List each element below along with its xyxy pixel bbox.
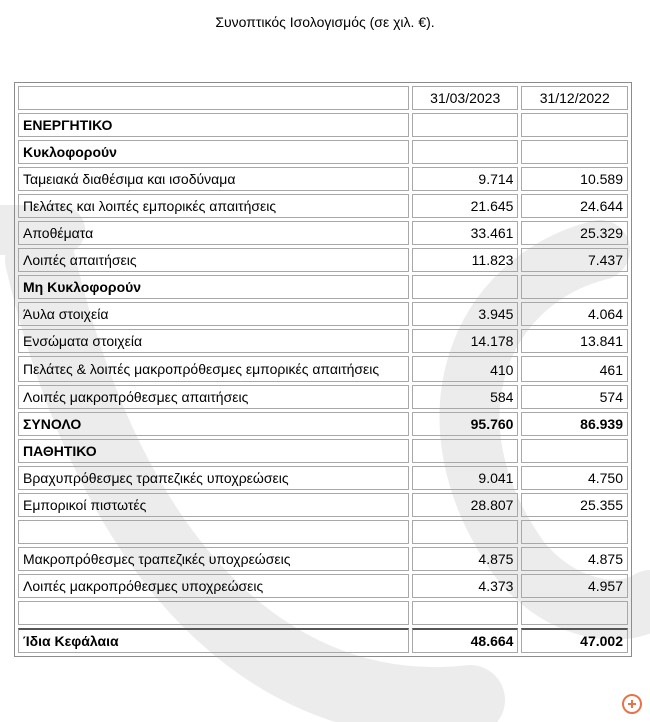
table-row bbox=[18, 194, 628, 218]
table-row bbox=[18, 601, 628, 625]
table-row bbox=[18, 329, 628, 353]
value-2022: 7.437 bbox=[521, 248, 628, 272]
row-label: Εμπορικοί πιστωτές bbox=[18, 493, 409, 517]
row-label bbox=[18, 520, 409, 544]
table-row bbox=[18, 356, 628, 382]
row-label: Λοιπές μακροπρόθεσμες υποχρεώσεις bbox=[18, 574, 409, 598]
value-2023 bbox=[412, 439, 519, 463]
zoom-icon[interactable] bbox=[622, 694, 642, 714]
table-row bbox=[18, 167, 628, 191]
row-label: Μη Κυκλοφορούν bbox=[18, 275, 409, 299]
value-2022 bbox=[521, 113, 628, 137]
table-row bbox=[18, 248, 628, 272]
value-2022 bbox=[521, 601, 628, 625]
table-row bbox=[18, 140, 628, 164]
value-2023 bbox=[412, 520, 519, 544]
value-2022 bbox=[521, 140, 628, 164]
value-2023: 4.875 bbox=[412, 547, 519, 571]
value-2023: 14.178 bbox=[412, 329, 519, 353]
value-2022: 25.355 bbox=[521, 493, 628, 517]
row-label: Κυκλοφορούν bbox=[18, 140, 409, 164]
header-date-2022: 31/12/2022 bbox=[521, 86, 628, 110]
value-2023 bbox=[412, 140, 519, 164]
table-row bbox=[18, 221, 628, 245]
value-2022: 25.329 bbox=[521, 221, 628, 245]
table-row bbox=[18, 302, 628, 326]
balance-sheet-table bbox=[14, 82, 632, 657]
value-2023: 28.807 bbox=[412, 493, 519, 517]
value-2023: 3.945 bbox=[412, 302, 519, 326]
value-2023: 584 bbox=[412, 385, 519, 409]
row-label: Ίδια Κεφάλαια bbox=[18, 628, 409, 653]
value-2022: 47.002 bbox=[521, 628, 628, 653]
row-label: Μακροπρόθεσμες τραπεζικές υποχρεώσεις bbox=[18, 547, 409, 571]
header-label-cell bbox=[18, 86, 409, 110]
value-2022: 4.750 bbox=[521, 466, 628, 490]
row-label: ΕΝΕΡΓΗΤΙΚΟ bbox=[18, 113, 409, 137]
value-2022: 4.957 bbox=[521, 574, 628, 598]
page-title: Συνοπτικός Ισολογισμός (σε χιλ. €). bbox=[215, 14, 435, 30]
value-2023: 410 bbox=[412, 356, 519, 382]
table-row bbox=[18, 574, 628, 598]
row-label: Αποθέματα bbox=[18, 221, 409, 245]
value-2022 bbox=[521, 520, 628, 544]
value-2023 bbox=[412, 601, 519, 625]
row-label: Λοιπές απαιτήσεις bbox=[18, 248, 409, 272]
value-2023 bbox=[412, 275, 519, 299]
row-label: Πελάτες & λοιπές μακροπρόθεσμες εμπορικές απαιτήσεις bbox=[18, 356, 409, 382]
value-2023: 33.461 bbox=[412, 221, 519, 245]
row-label: Ενσώματα στοιχεία bbox=[18, 329, 409, 353]
row-label bbox=[18, 601, 409, 625]
table-row bbox=[18, 385, 628, 409]
table-header-row bbox=[18, 86, 628, 110]
value-2022: 10.589 bbox=[521, 167, 628, 191]
value-2023 bbox=[412, 113, 519, 137]
value-2023: 11.823 bbox=[412, 248, 519, 272]
value-2023: 21.645 bbox=[412, 194, 519, 218]
table-row bbox=[18, 628, 628, 653]
table-row bbox=[18, 520, 628, 544]
value-2022: 24.644 bbox=[521, 194, 628, 218]
table-row bbox=[18, 493, 628, 517]
table-row bbox=[18, 466, 628, 490]
row-label: Ταμειακά διαθέσιμα και ισοδύναμα bbox=[18, 167, 409, 191]
value-2022: 574 bbox=[521, 385, 628, 409]
value-2022 bbox=[521, 275, 628, 299]
value-2023: 9.041 bbox=[412, 466, 519, 490]
value-2023: 4.373 bbox=[412, 574, 519, 598]
row-label: ΠΑΘΗΤΙΚΟ bbox=[18, 439, 409, 463]
table-row bbox=[18, 113, 628, 137]
row-label: Λοιπές μακροπρόθεσμες απαιτήσεις bbox=[18, 385, 409, 409]
value-2023: 95.760 bbox=[412, 412, 519, 436]
value-2022: 461 bbox=[521, 356, 628, 382]
table-row bbox=[18, 275, 628, 299]
value-2022: 86.939 bbox=[521, 412, 628, 436]
value-2022: 4.064 bbox=[521, 302, 628, 326]
header-date-2023: 31/03/2023 bbox=[412, 86, 519, 110]
table-row bbox=[18, 412, 628, 436]
value-2023: 48.664 bbox=[412, 628, 519, 653]
table-row bbox=[18, 439, 628, 463]
table-row bbox=[18, 547, 628, 571]
row-label: Βραχυπρόθεσμες τραπεζικές υποχρεώσεις bbox=[18, 466, 409, 490]
value-2022: 4.875 bbox=[521, 547, 628, 571]
value-2023: 9.714 bbox=[412, 167, 519, 191]
row-label: Άυλα στοιχεία bbox=[18, 302, 409, 326]
row-label: Πελάτες και λοιπές εμπορικές απαιτήσεις bbox=[18, 194, 409, 218]
value-2022: 13.841 bbox=[521, 329, 628, 353]
value-2022 bbox=[521, 439, 628, 463]
row-label: ΣΥΝΟΛΟ bbox=[18, 412, 409, 436]
